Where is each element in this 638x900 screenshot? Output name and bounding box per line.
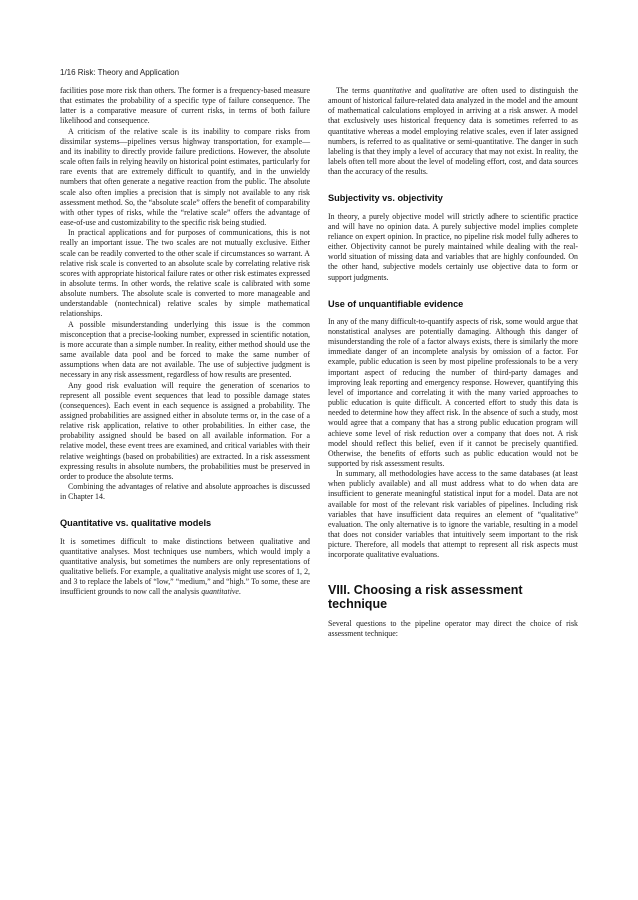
text-run: and xyxy=(411,86,431,95)
paragraph: A criticism of the relative scale is its inability to compare risks from dissimilar systems—pipelines versus highway transportation, for example—and its inability to directly provide failure predictions. However, the absolute scale often fails in relying heavily on historical point estimates, particularly for rare events that are extremely difficult to quantify, and in the unwieldy numbers that often generate a negative reaction from the public. The absolute scale also often implies a precision that is simply not available to any risk assessment method. So, the “absolute scale” offers the benefit of comparability with other types of risks, while the “relative scale” offers the advantage of ease-of-use and customizability to the specific risk being studied. xyxy=(60,126,310,228)
section-heading: VIII. Choosing a risk assessment technique xyxy=(328,582,523,611)
paragraph: In any of the many difficult-to-quantify aspects of risk, some would argue that nonstatistical analyses are potentially damaging. Although this danger of misunderstanding the role of a factor always exists, there is similarly the more immediate danger of an incomplete analysis by omission of a factor. For example, public education is seen by most pipeline professionals to be a very important aspect of reducing the number of third-party damages and improving leak reporting and emergency response. However, quantifying this level of importance and correlating it with the many varied approaches to public education is quite difficult. A concerted effort to study this data is needed to determine how they affect risk. In the absence of such a study, most would agree that a company that has a strong public education program will achieve some level of risk reduction over a company that does not. A risk model should reflect this belief, even if it cannot be precisely quantified. Otherwise, the benefits of efforts such as public education would not be supported by risk assessment results. xyxy=(328,316,578,468)
running-head: 1/16 Risk: Theory and Application xyxy=(60,68,180,77)
text-run: are often used to distinguish the amount of historical failure-related data analyzed in the model and the amount of mathematical calculations employed in arriving at a risk answer. A model that exclusively uses historical frequency data is sometimes referred to as quantitative whereas a model employing relative scales, even if later assigned numbers, is referred to as qualitative or semi-quantitative. The danger in such labeling is that they imply a level of accuracy that may not exist. In reality, the labels often tell more about the level of modeling effort, cost, and data sources than the accuracy of the results. xyxy=(328,86,579,177)
emphasis: qualitative xyxy=(430,86,465,95)
paragraph: Combining the advantages of relative and absolute approaches is discussed in Chapter 14. xyxy=(60,482,310,502)
text-run: It is sometimes difficult to make distinctions between qualitative and quantitative analyses. Most techniques use numbers, which would imply a quantitative analysis, but sometimes the numbers are only representations of qualitative beliefs. For example, a qualitative analysis might use scores of 1, 2, and 3 to replace the labels of “low,” “medium,” and “high.” To some, these are insufficient grounds to now call the analysis xyxy=(60,536,310,597)
paragraph xyxy=(328,86,578,177)
right-column xyxy=(328,86,578,639)
paragraph: In theory, a purely objective model will strictly adhere to scientific practice and will have no opinion data. A purely subjective model implies complete reliance on expert opinion. In practice, no pipeline risk model fully adheres to either. Objectivity cannot be purely maintained while dealing with the real-world situation of missing data and variables that are highly confounded. On the other hand, subjective models certainly use objective data to form or support judgments. xyxy=(328,211,578,282)
paragraph: In summary, all methodologies have access to the same databases (at least when publicly available) and all must address what to do when data are insufficient to generate meaningful statistical input for a model. Data are not available for most of the relevant risk variables of pipelines. Including risk variables that have insufficient data requires an element of “qualitative” evaluation. The only alternative is to ignore the variable, resulting in a model that does not consider variables that intuitively seem important to the risk picture. Therefore, all models that attempt to represent all risk aspects must incorporate qualitative evaluations. xyxy=(328,469,578,560)
emphasis: quantitative xyxy=(201,587,239,597)
heading-unquantifiable-evidence: Use of unquantifiable evidence xyxy=(328,298,464,309)
heading-quantitative-vs-qualitative: Quantitative vs. qualitative models xyxy=(60,518,212,529)
text-run: The terms xyxy=(336,86,374,95)
emphasis: quantitative xyxy=(373,86,412,95)
paragraph: facilities pose more risk than others. The former is a frequency-based measure that estimates the probability of a specific type of failure consequence. The latter is a comparative measure of current risks, in terms of both failure likelihood and consequence. xyxy=(60,86,310,126)
left-column xyxy=(60,86,310,598)
paragraph: In practical applications and for purposes of communications, this is not really an important issue. The two scales are not mutually exclusive. Either scale can be readily converted to the other scale if circumstances so warrant. A relative risk scale is converted to an absolute scale by correlating relative risk scores with appropriate historical failure rates or other risk estimates expressed in absolute terms. In other words, the relative scale is calibrated with some absolute numbers. The absolute scale is converted to more manageable and understandable (nontechnical) relative scales by simple mathematical relationships. xyxy=(60,228,310,319)
paragraph xyxy=(60,537,310,598)
text-run: . xyxy=(238,587,241,597)
heading-subjectivity-vs-objectivity: Subjectivity vs. objectivity xyxy=(328,193,443,204)
paragraph: A possible misunderstanding underlying this issue is the common misconception that a precise-looking number, expressed in scientific notation, is more accurate than a simple number. In reality, either method should use the same available data pool and be forced to make the same number of assumptions when data are not available. The use of subjective judgment is necessary in any risk assessment, regardless of how results are presented. xyxy=(60,319,310,380)
paragraph: Any good risk evaluation will require the generation of scenarios to represent all possible event sequences that lead to possible damage states (consequences). Each event in each sequence is assigned a probability. The assigned probabilities are assigned either in absolute terms or, in the case of a relative risk application, relative to other probabilities. In either case, the probability assigned should be based on all available information. For a relative model, these event trees are examined, and critical variables with their relative weightings (based on probabilities) are extracted. In a risk assessment expressing results in absolute numbers, the probabilities must be preserved in order to produce the absolute terms. xyxy=(60,380,310,481)
paragraph: Several questions to the pipeline operator may direct the choice of risk assessment technique: xyxy=(328,618,578,638)
